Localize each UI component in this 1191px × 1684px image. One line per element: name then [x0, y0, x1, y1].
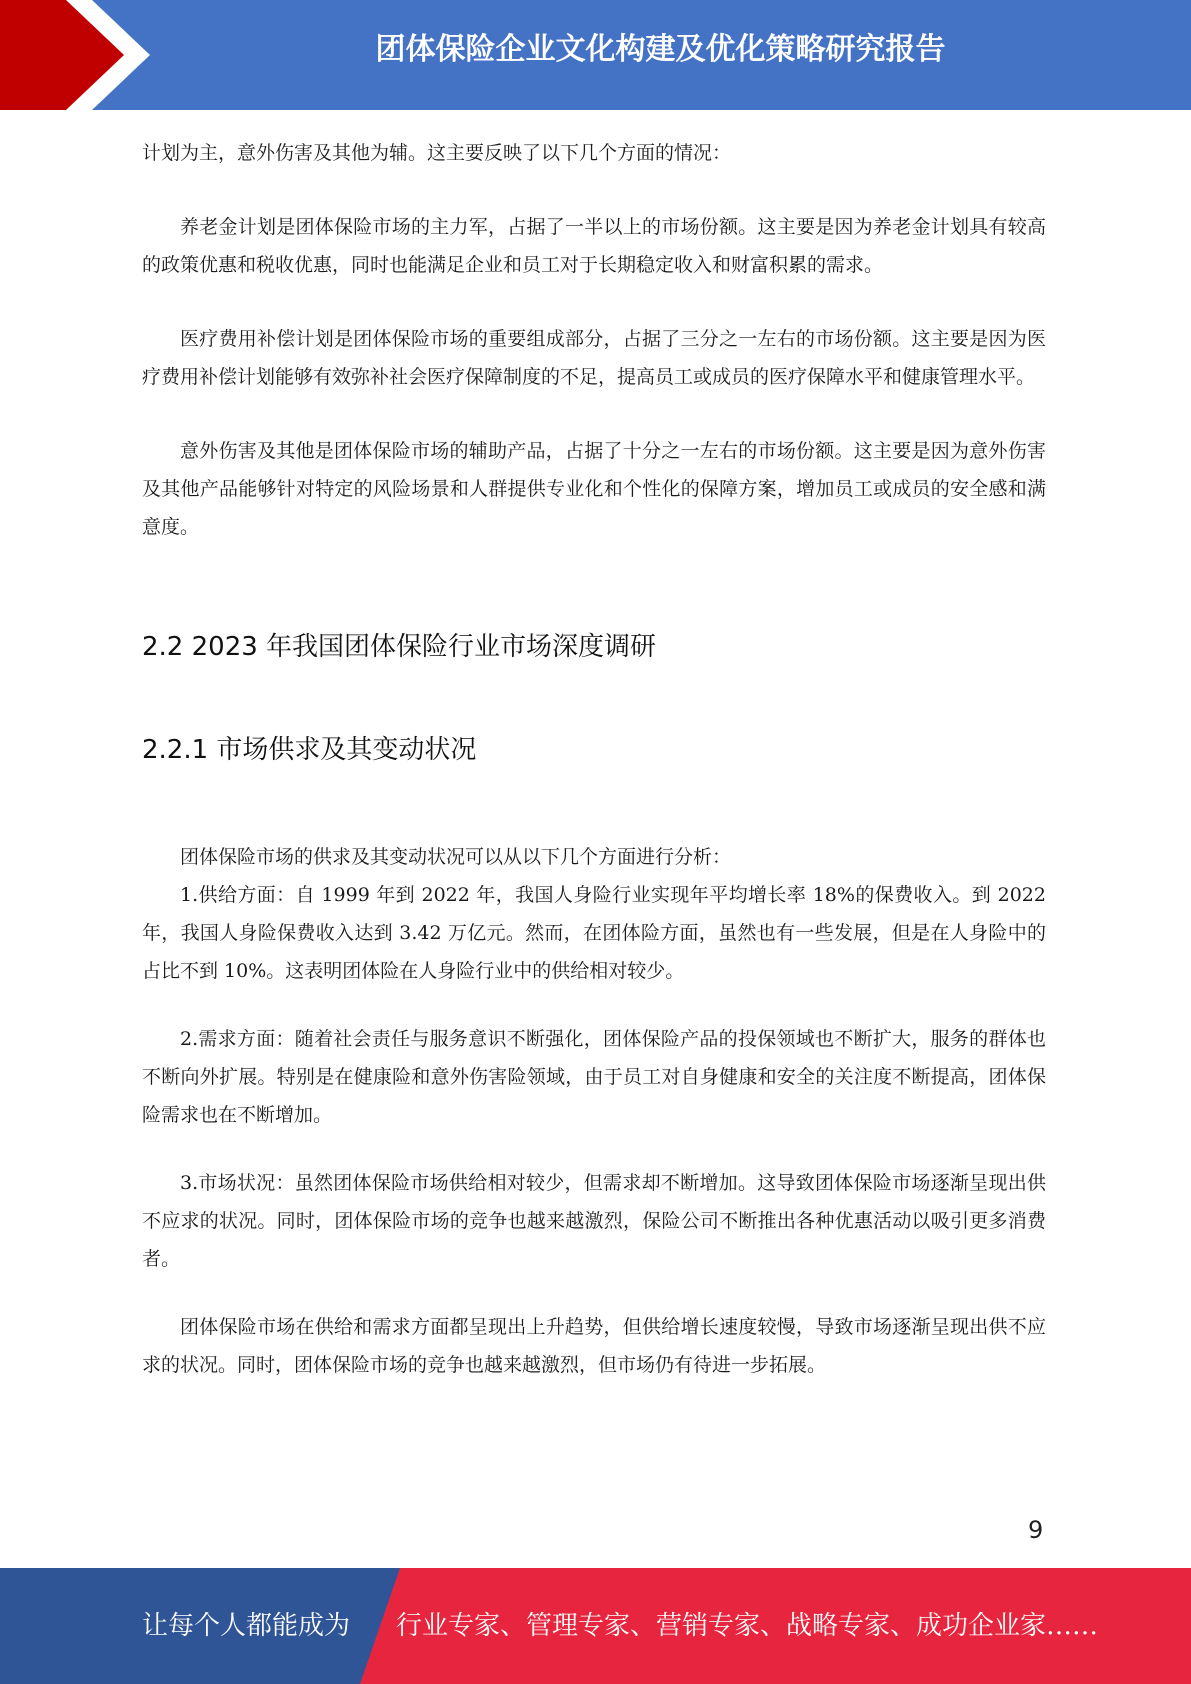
- paragraph-accident: 意外伤害及其他是团体保险市场的辅助产品，占据了十分之一左右的市场份额。这主要是因为意外伤害及其他产品能够针对特定的风险场景和人群提供专业化和个性化的保障方案，增加员工或成员的安全感和满意度。: [142, 440, 1046, 538]
- paragraph-intro: 计划为主，意外伤害及其他为辅。这主要反映了以下几个方面的情况：: [142, 142, 732, 164]
- paragraph-pension: 养老金计划是团体保险市场的主力军，占据了一半以上的市场份额。这主要是因为养老金计划具有较高的政策优惠和税收优惠，同时也能满足企业和员工对于长期稳定收入和财富积累的需求。: [142, 216, 1046, 276]
- header-title: 团体保险企业文化构建及优化策略研究报告: [375, 32, 946, 67]
- paragraph-market: 3.市场状况：虽然团体保险市场供给相对较少，但需求却不断增加。这导致团体保险市场逐渐呈现出供不应求的状况。同时，团体保险市场的竞争也越来越激烈，保险公司不断推出各种优惠活动以吸引更多消费者。: [142, 1172, 1046, 1270]
- paragraph-medical: 医疗费用补偿计划是团体保险市场的重要组成部分，占据了三分之一左右的市场份额。这主要是因为医疗费用补偿计划能够有效弥补社会医疗保障制度的不足，提高员工或成员的医疗保障水平和健康管理水平。: [142, 328, 1046, 388]
- page-footer: [0, 1568, 1191, 1684]
- section-heading-2-2-1: 2.2.1 市场供求及其变动状况: [142, 735, 477, 765]
- paragraph-demand: 2.需求方面：随着社会责任与服务意识不断强化，团体保险产品的投保领域也不断扩大，服务的群体也不断向外扩展。特别是在健康险和意外伤害险领域，由于员工对自身健康和安全的关注度不断提高，团体保险需求也在不断增加。: [142, 1028, 1046, 1126]
- document-body: [142, 134, 1046, 1384]
- paragraph-analysis-intro: 团体保险市场的供求及其变动状况可以从以下几个方面进行分析：: [180, 846, 732, 868]
- footer-slogan-right: 行业专家、管理专家、营销专家、战略专家、成功企业家……: [396, 1611, 1099, 1641]
- footer-slogan-left: 让每个人都能成为: [142, 1611, 351, 1641]
- section-heading-2-2: 2.2 2023 年我国团体保险行业市场深度调研: [142, 632, 657, 662]
- paragraph-supply: 1.供给方面：自 1999 年到 2022 年，我国人身险行业实现年平均增长率 18%的保费收入。到 2022 年，我国人身险保费收入达到 3.42 万亿元。然而，在团体险方面，虽然也有一些发展，但是在人身险中的占比不到 10%。这表明团体险在人身险行业中的供给相对较少。: [142, 884, 1046, 982]
- page-number: 9: [1028, 1516, 1044, 1544]
- paragraph-summary: 团体保险市场在供给和需求方面都呈现出上升趋势，但供给增长速度较慢，导致市场逐渐呈现出供不应求的状况。同时，团体保险市场的竞争也越来越激烈，但市场仍有待进一步拓展。: [142, 1316, 1046, 1376]
- header-arrow-icon: [0, 0, 138, 110]
- page-header: [0, 0, 1191, 110]
